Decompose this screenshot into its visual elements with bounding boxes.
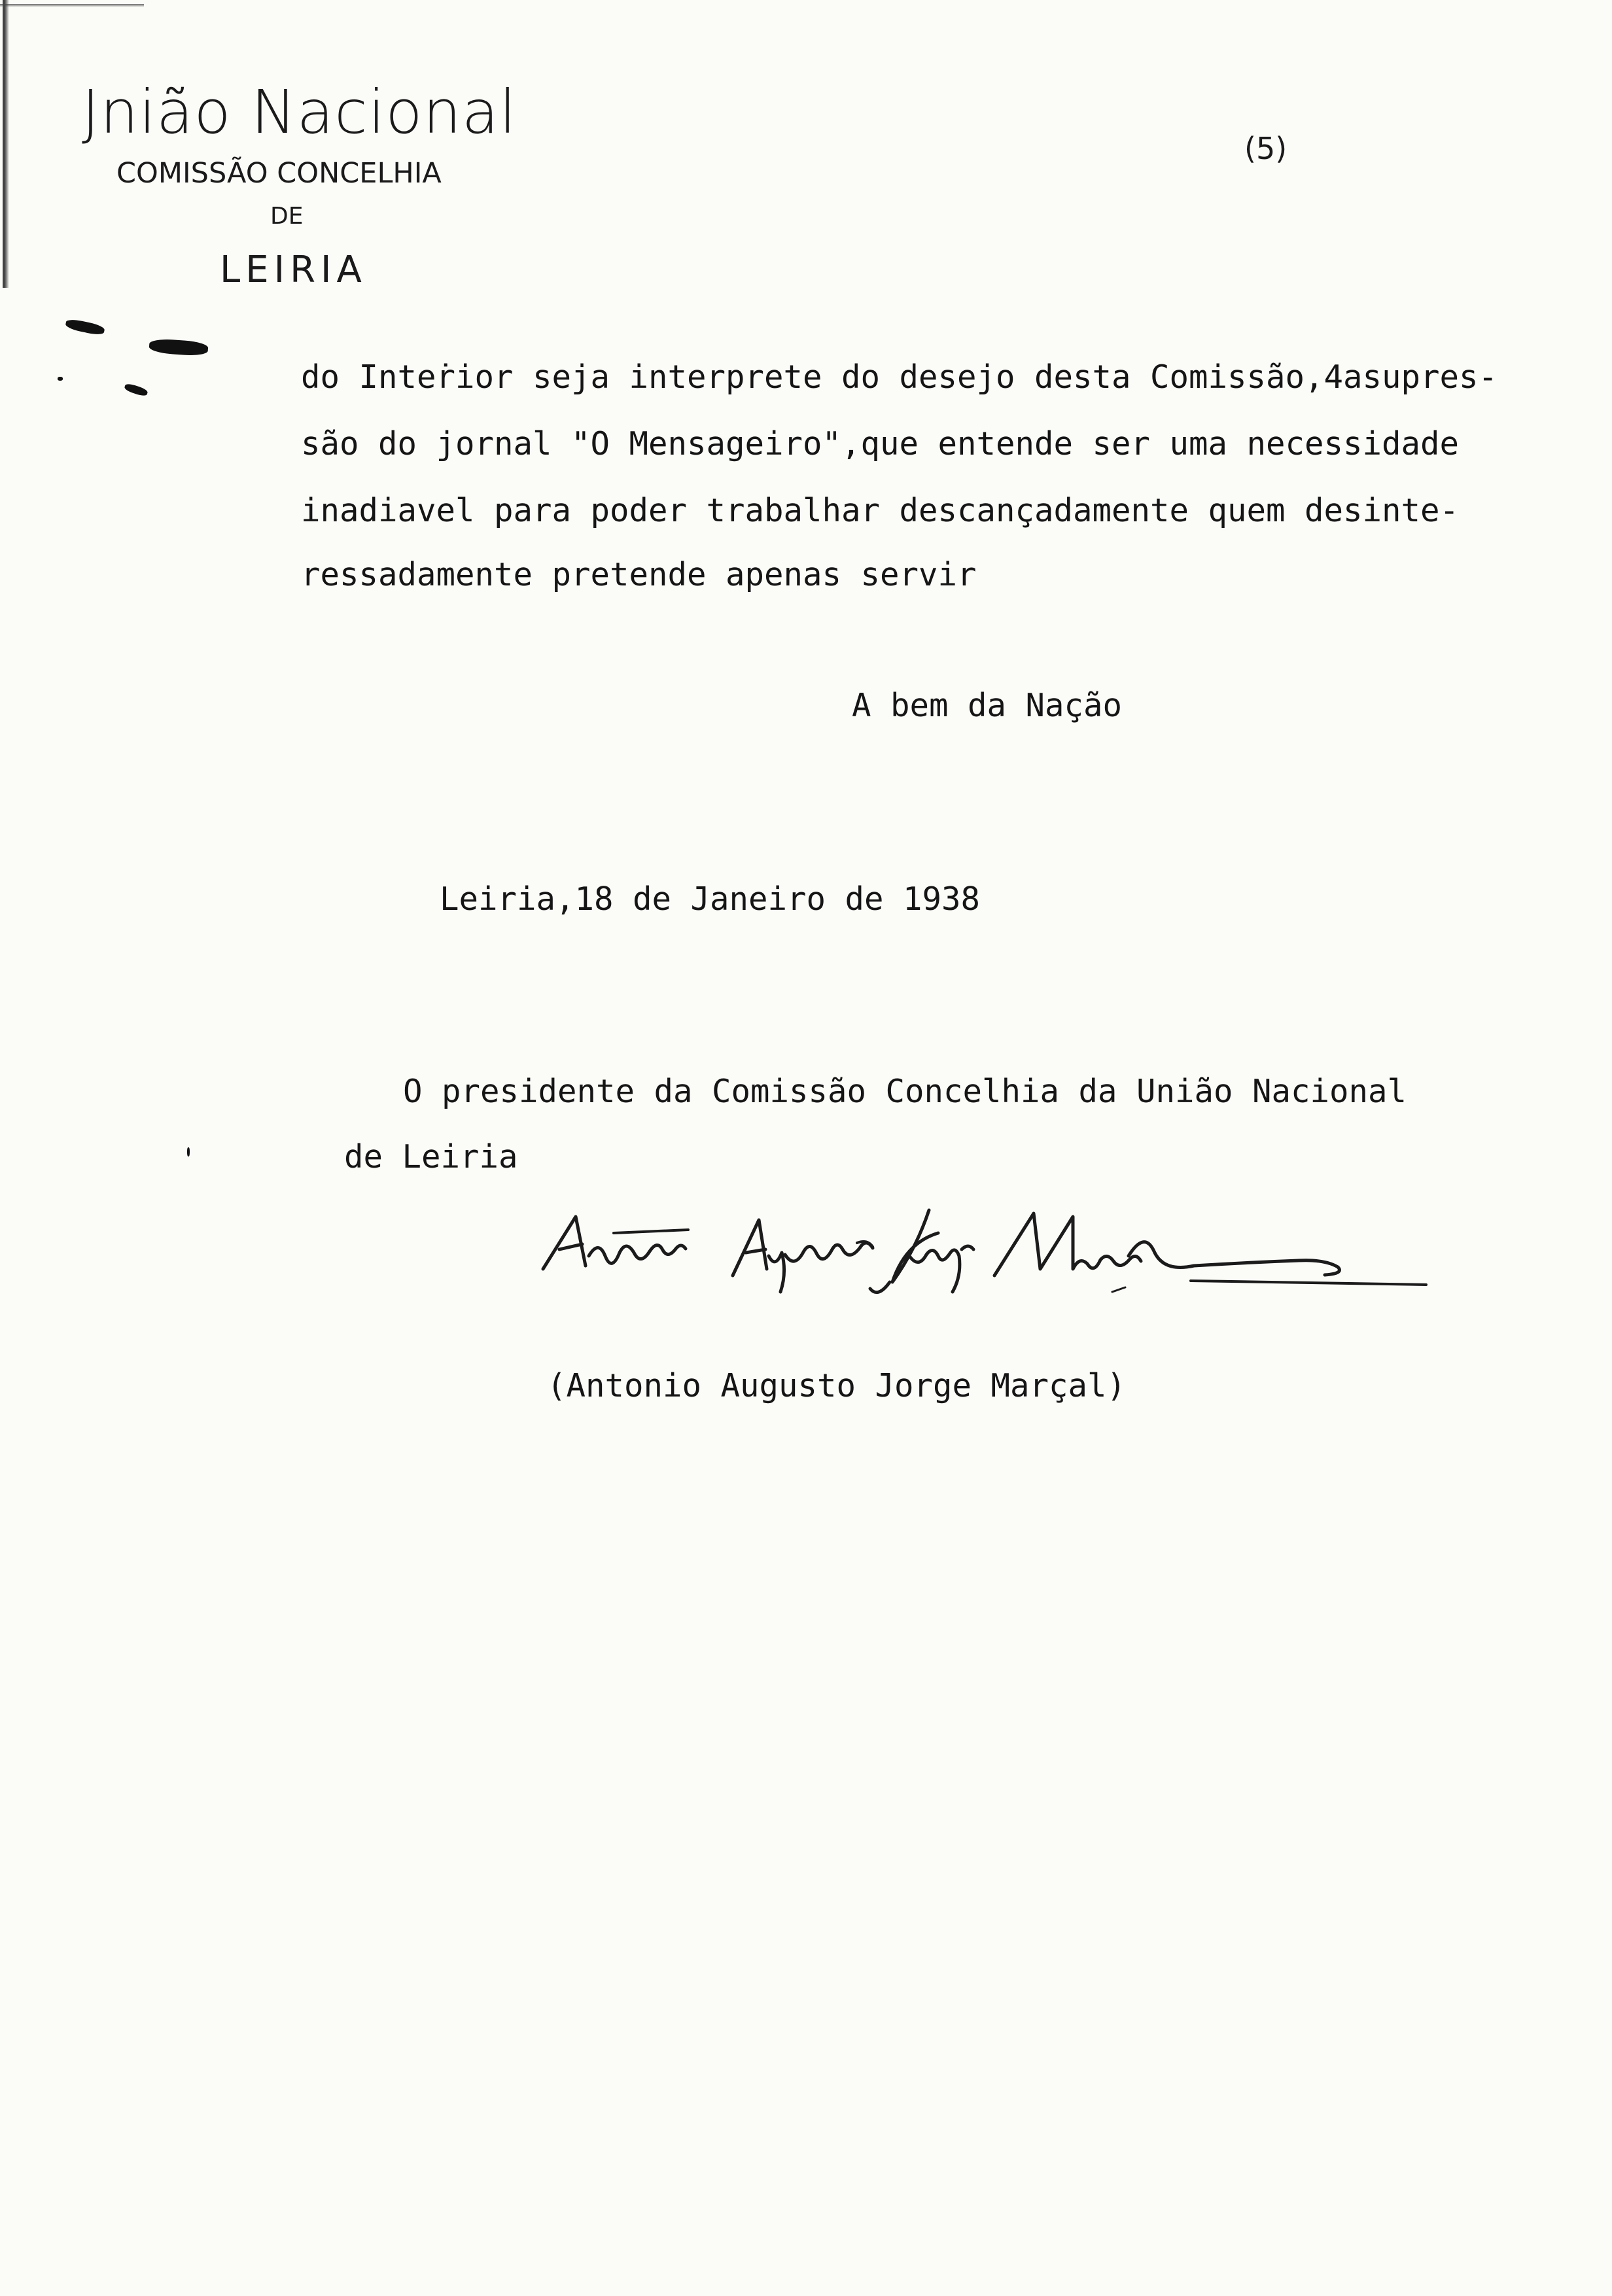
- page-number: (5): [1244, 131, 1288, 166]
- closing-salutation: A bem da Nação: [852, 687, 1123, 724]
- body-line: do Inteṙior seja interprete do desejo desta Comissão,4asupres-: [301, 358, 1498, 396]
- letterhead-committee: COMISSÃO CONCELHIA: [116, 157, 442, 190]
- signatory-name: (Antonio Augusto Jorge Marçal): [547, 1367, 1127, 1404]
- signatory-title-continued: de Leiria: [344, 1138, 518, 1175]
- letterhead-preposition: DE: [270, 203, 304, 230]
- ink-speck: [187, 1147, 190, 1157]
- signatory-title: O presidente da Comissão Concelhia da União Nacional: [403, 1073, 1407, 1110]
- body-line: inadiavel para poder trabalhar descançadamente quem desinte-: [301, 492, 1460, 529]
- ink-speck: [149, 338, 208, 357]
- body-line: ressadamente pretende apenas servir: [301, 556, 977, 593]
- body-line: são do jornal "O Mensageiro",que entende ser uma necessidade: [301, 425, 1460, 462]
- ink-speck: [65, 318, 105, 336]
- date-line: Leiria,18 de Janeiro de 1938: [440, 880, 981, 918]
- letterhead: [0, 0, 589, 314]
- letterhead-organization: Jnião Nacional: [82, 77, 517, 147]
- ink-speck: [58, 377, 63, 381]
- letterhead-city: LEIRIA: [220, 249, 367, 291]
- handwritten-signature: [536, 1204, 1433, 1308]
- ink-speck: [124, 383, 149, 398]
